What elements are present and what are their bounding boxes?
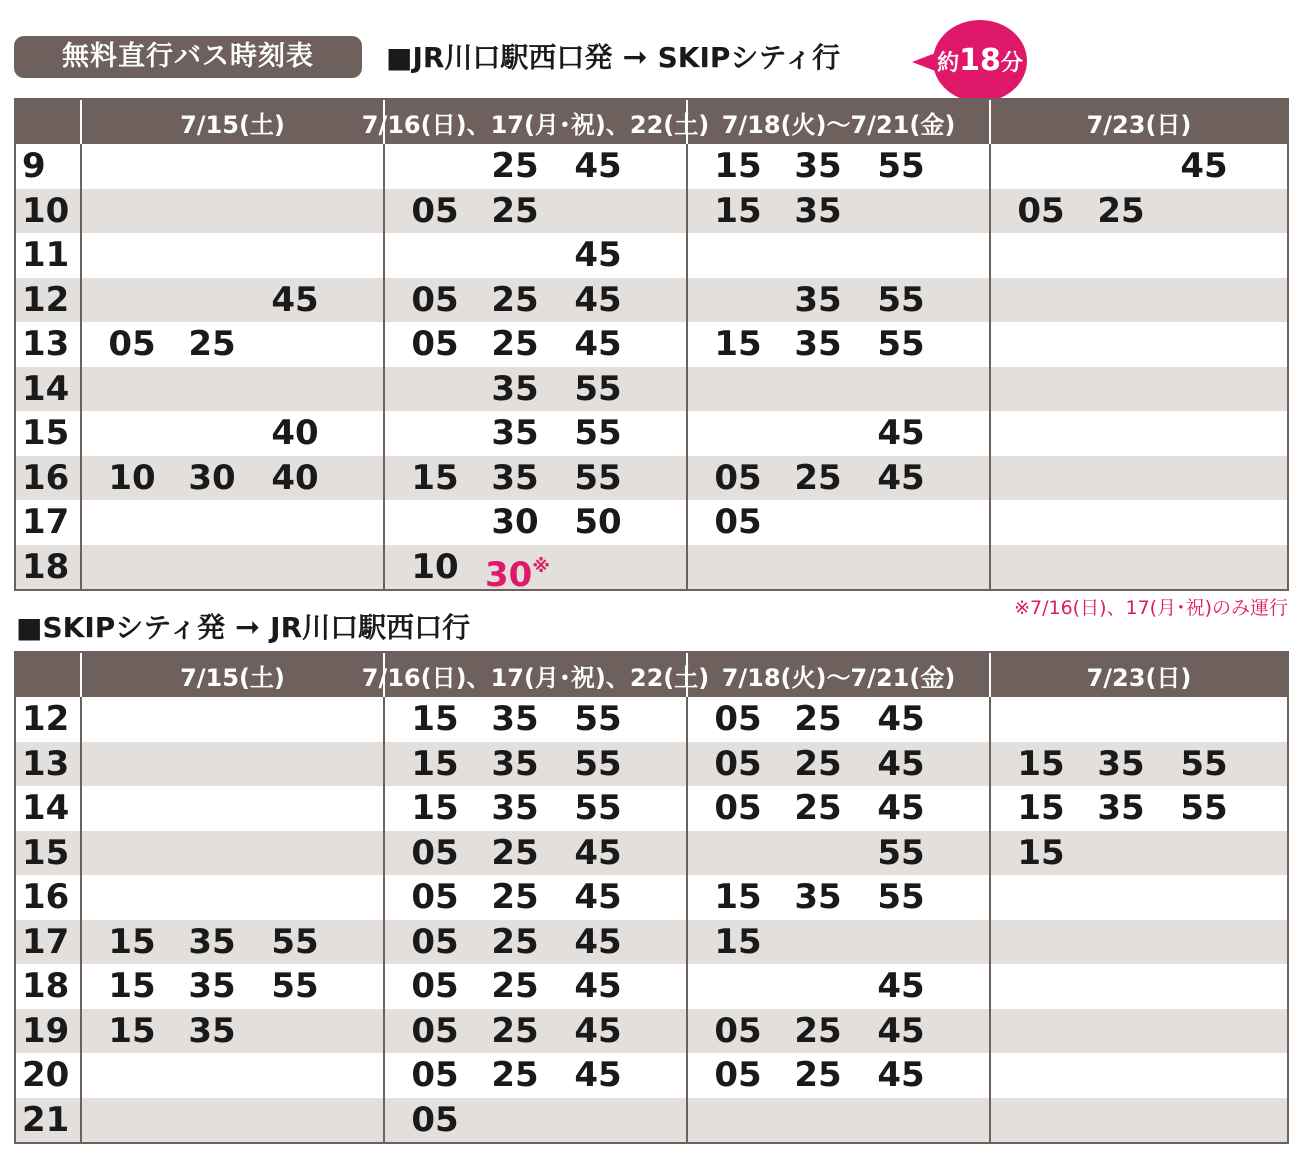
table-row	[16, 697, 1287, 742]
time-cell	[383, 831, 686, 876]
hour-cell: 13	[22, 743, 70, 784]
departure-minute: 25	[491, 324, 539, 364]
hour-cell: 12	[22, 699, 70, 739]
time-cell	[383, 875, 686, 920]
time-cell	[686, 278, 989, 323]
hour-header	[16, 100, 80, 144]
departure-minute: 45	[574, 1055, 622, 1095]
time-cell	[989, 875, 1287, 920]
time-cell	[383, 545, 686, 595]
hour-cell: 14	[22, 368, 70, 409]
time-cell	[383, 964, 686, 1009]
time-cell	[383, 1098, 686, 1143]
time-cell	[989, 742, 1287, 787]
time-cell	[80, 1053, 383, 1098]
hour-cell: 15	[22, 413, 70, 453]
time-cell	[989, 786, 1287, 831]
departure-minute: 25	[1097, 190, 1145, 231]
hour-cell: 15	[22, 832, 70, 873]
departure-minute: 30※	[485, 554, 550, 595]
time-cell	[686, 875, 989, 920]
departure-minute: 35	[491, 457, 539, 498]
departure-minute: 05	[411, 966, 459, 1006]
departure-minute: 15	[411, 788, 459, 828]
departure-minute: 10	[108, 457, 156, 498]
arrow-right-icon: ➞	[235, 610, 261, 645]
hour-header	[16, 653, 80, 697]
time-cell	[989, 920, 1287, 965]
table-row	[16, 367, 1287, 412]
time-cell	[383, 189, 686, 234]
time-cell	[383, 233, 686, 278]
departure-minute: 45	[877, 699, 925, 739]
departure-minute: 05	[714, 457, 762, 498]
time-cell	[686, 1053, 989, 1098]
time-cell	[383, 742, 686, 787]
departure-minute: 35	[491, 413, 539, 453]
departure-minute: 25	[188, 324, 236, 364]
departure-minute: 10	[411, 546, 459, 587]
hour-cell: 20	[22, 1055, 70, 1095]
duration-prefix: 約	[937, 51, 960, 76]
time-cell	[80, 233, 383, 278]
table-row	[16, 1098, 1287, 1143]
hour-cell: 13	[22, 324, 70, 364]
departure-minute: 25	[794, 1010, 842, 1051]
departure-minute: 05	[411, 832, 459, 873]
table-row	[16, 144, 1287, 189]
departure-minute: 25	[491, 190, 539, 231]
departure-minute: 05	[411, 1010, 459, 1051]
departure-minute: 45	[271, 279, 319, 320]
departure-minute: 05	[1017, 190, 1065, 231]
column-header: 7/15(土)	[80, 653, 383, 697]
hour-cell: 9	[22, 146, 46, 186]
time-cell	[80, 786, 383, 831]
time-cell	[686, 500, 989, 545]
hour-cell: 19	[22, 1010, 70, 1051]
time-cell	[686, 920, 989, 965]
departure-minute: 55	[574, 788, 622, 828]
time-cell	[383, 697, 686, 742]
time-cell	[989, 322, 1287, 367]
departure-minute: 25	[491, 146, 539, 186]
time-cell	[686, 697, 989, 742]
column-header: 7/16(日)、17(月･祝)、22(土)	[383, 100, 686, 144]
departure-minute: 05	[411, 921, 459, 962]
time-cell	[686, 233, 989, 278]
time-cell	[383, 920, 686, 965]
departure-minute: 35	[1097, 743, 1145, 784]
departure-minute: 55	[877, 146, 925, 186]
time-cell	[80, 742, 383, 787]
departure-minute: 30	[491, 502, 539, 542]
duration-number: 18	[959, 43, 1001, 78]
departure-minute: 05	[714, 1010, 762, 1051]
time-cell	[686, 1009, 989, 1054]
departure-minute: 25	[794, 743, 842, 784]
departure-minute: 25	[491, 279, 539, 320]
departure-minute: 45	[877, 1010, 925, 1051]
departure-minute: 35	[188, 1010, 236, 1051]
column-header: 7/18(火)〜7/21(金)	[686, 100, 989, 144]
departure-minute: 25	[794, 788, 842, 828]
timetable-outbound	[14, 98, 1289, 595]
route-origin: ■SKIPシティ発	[16, 611, 226, 644]
departure-minute: 25	[491, 832, 539, 873]
time-cell	[80, 144, 383, 189]
time-cell	[686, 786, 989, 831]
departure-minute: 35	[188, 966, 236, 1006]
timetable-return	[14, 651, 1289, 1144]
departure-minute: 35	[491, 368, 539, 409]
time-cell	[80, 367, 383, 412]
hour-cell: 11	[22, 235, 70, 275]
departure-minute: 55	[271, 966, 319, 1006]
departure-minute: 55	[877, 832, 925, 873]
time-cell	[383, 786, 686, 831]
column-header: 7/23(日)	[989, 653, 1287, 697]
departure-minute: 15	[714, 877, 762, 917]
time-cell	[686, 144, 989, 189]
departure-minute: 55	[1180, 743, 1228, 784]
hour-cell: 16	[22, 877, 70, 917]
hour-cell: 17	[22, 921, 70, 962]
time-cell	[989, 411, 1287, 456]
table-row	[16, 189, 1287, 234]
departure-minute: 45	[574, 877, 622, 917]
time-cell	[383, 411, 686, 456]
table-row	[16, 322, 1287, 367]
route-destination: SKIPシティ行	[657, 41, 841, 74]
departure-minute: 55	[877, 877, 925, 917]
time-cell	[80, 831, 383, 876]
time-cell	[989, 367, 1287, 412]
departure-minute: 45	[574, 1010, 622, 1051]
time-cell	[686, 411, 989, 456]
hour-cell: 18	[22, 966, 70, 1006]
hour-cell: 21	[22, 1099, 70, 1140]
departure-minute: 15	[108, 1010, 156, 1051]
departure-minute: 25	[794, 457, 842, 498]
column-header: 7/18(火)〜7/21(金)	[686, 653, 989, 697]
departure-minute: 25	[794, 699, 842, 739]
column-header: 7/16(日)、17(月･祝)、22(土)	[383, 653, 686, 697]
time-cell	[686, 545, 989, 590]
departure-minute: 55	[271, 921, 319, 962]
footnote-mark: ※	[532, 555, 550, 577]
time-cell	[383, 322, 686, 367]
time-cell	[989, 456, 1287, 501]
time-cell	[686, 742, 989, 787]
departure-minute: 45	[574, 146, 622, 186]
table-row	[16, 875, 1287, 920]
time-cell	[989, 697, 1287, 742]
departure-minute: 55	[574, 457, 622, 498]
time-cell	[383, 1053, 686, 1098]
time-cell	[80, 964, 383, 1009]
departure-minute: 45	[877, 457, 925, 498]
table-row	[16, 456, 1287, 501]
departure-minute: 35	[491, 743, 539, 784]
hour-cell: 10	[22, 190, 70, 231]
departure-minute: 35	[188, 921, 236, 962]
departure-minute: 45	[574, 235, 622, 275]
time-cell	[383, 500, 686, 545]
time-cell	[80, 500, 383, 545]
departure-minute: 05	[714, 1055, 762, 1095]
route-title-return	[16, 608, 470, 648]
departure-minute: 25	[491, 966, 539, 1006]
departure-minute: 35	[491, 699, 539, 739]
departure-minute: 40	[271, 457, 319, 498]
time-cell	[80, 278, 383, 323]
time-cell	[383, 144, 686, 189]
departure-minute: 05	[411, 1099, 459, 1140]
hour-cell: 12	[22, 279, 70, 320]
departure-minute: 15	[1017, 832, 1065, 873]
departure-minute: 45	[877, 743, 925, 784]
time-cell	[989, 1009, 1287, 1054]
departure-minute: 45	[574, 966, 622, 1006]
time-cell	[383, 1009, 686, 1054]
departure-minute: 45	[574, 279, 622, 320]
departure-minute: 15	[714, 324, 762, 364]
departure-minute: 15	[714, 190, 762, 231]
departure-minute: 15	[714, 921, 762, 962]
departure-minute: 15	[1017, 743, 1065, 784]
column-header: 7/23(日)	[989, 100, 1287, 144]
departure-minute: 35	[794, 324, 842, 364]
departure-minute: 05	[411, 1055, 459, 1095]
departure-minute: 55	[574, 368, 622, 409]
time-cell	[80, 875, 383, 920]
departure-minute: 05	[714, 788, 762, 828]
departure-minute: 25	[491, 1010, 539, 1051]
departure-minute: 45	[574, 921, 622, 962]
departure-minute: 15	[1017, 788, 1065, 828]
departure-minute: 45	[574, 832, 622, 873]
departure-minute: 40	[271, 413, 319, 453]
time-cell	[686, 964, 989, 1009]
time-cell	[80, 322, 383, 367]
time-cell	[80, 920, 383, 965]
table-row	[16, 1053, 1287, 1098]
departure-minute: 25	[491, 921, 539, 962]
time-cell	[686, 189, 989, 234]
departure-minute: 30	[188, 457, 236, 498]
time-cell	[80, 456, 383, 501]
table-row	[16, 411, 1287, 456]
time-cell	[80, 411, 383, 456]
time-cell	[989, 1098, 1287, 1143]
time-cell	[80, 1009, 383, 1054]
footnote: ※7/16(日)、17(月･祝)のみ運行	[1014, 597, 1288, 619]
departure-minute: 45	[1180, 146, 1228, 186]
departure-minute: 45	[877, 1055, 925, 1095]
time-cell	[383, 456, 686, 501]
departure-minute: 15	[714, 146, 762, 186]
departure-minute: 05	[714, 743, 762, 784]
route-destination: JR川口駅西口行	[270, 611, 471, 644]
hour-cell: 17	[22, 502, 70, 542]
departure-minute: 15	[411, 699, 459, 739]
departure-minute: 45	[877, 788, 925, 828]
table-row	[16, 1009, 1287, 1054]
time-cell	[989, 1053, 1287, 1098]
arrow-right-icon: ➞	[622, 40, 648, 75]
departure-minute: 05	[714, 502, 762, 542]
time-cell	[989, 500, 1287, 545]
time-cell	[989, 144, 1287, 189]
time-cell	[989, 964, 1287, 1009]
departure-minute: 55	[574, 699, 622, 739]
departure-minute: 25	[794, 1055, 842, 1095]
table-row	[16, 786, 1287, 831]
time-cell	[80, 545, 383, 590]
time-cell	[80, 697, 383, 742]
table-row	[16, 545, 1287, 595]
departure-minute: 55	[574, 413, 622, 453]
hour-cell: 18	[22, 546, 70, 587]
departure-minute: 05	[411, 279, 459, 320]
time-cell	[686, 322, 989, 367]
departure-minute: 35	[794, 190, 842, 231]
column-header-row	[16, 100, 1287, 144]
departure-minute: 55	[574, 743, 622, 784]
departure-minute: 05	[411, 324, 459, 364]
departure-minute: 05	[411, 877, 459, 917]
route-origin: ■JR川口駅西口発	[386, 41, 613, 74]
departure-minute: 15	[411, 743, 459, 784]
time-cell	[686, 367, 989, 412]
time-cell	[80, 189, 383, 234]
table-row	[16, 964, 1287, 1009]
departure-minute: 05	[108, 324, 156, 364]
departure-minute: 05	[714, 699, 762, 739]
departure-minute: 45	[574, 324, 622, 364]
departure-minute: 25	[491, 1055, 539, 1095]
departure-minute: 35	[794, 279, 842, 320]
time-cell	[686, 456, 989, 501]
time-cell	[383, 367, 686, 412]
time-cell	[989, 278, 1287, 323]
time-cell	[989, 233, 1287, 278]
table-row	[16, 500, 1287, 545]
column-header-row	[16, 653, 1287, 697]
departure-minute: 15	[411, 457, 459, 498]
departure-minute: 25	[491, 877, 539, 917]
hour-cell: 16	[22, 457, 70, 498]
departure-minute: 15	[108, 921, 156, 962]
departure-minute: 55	[1180, 788, 1228, 828]
departure-minute: 15	[108, 966, 156, 1006]
departure-minute: 35	[794, 146, 842, 186]
departure-minute: 45	[877, 413, 925, 453]
table-row	[16, 920, 1287, 965]
departure-minute: 05	[411, 190, 459, 231]
departure-minute: 35	[794, 877, 842, 917]
time-cell	[686, 831, 989, 876]
departure-minute: 35	[491, 788, 539, 828]
hour-cell: 14	[22, 788, 70, 828]
time-cell	[989, 189, 1287, 234]
table-row	[16, 742, 1287, 787]
departure-minute: 55	[877, 279, 925, 320]
time-cell	[989, 545, 1287, 590]
duration-unit: 分	[1000, 51, 1023, 76]
time-cell	[80, 1098, 383, 1143]
departure-minute: 50	[574, 502, 622, 542]
title-badge: 無料直行バス時刻表	[14, 36, 362, 78]
table-row	[16, 831, 1287, 876]
departure-minute: 35	[1097, 788, 1145, 828]
table-row	[16, 278, 1287, 323]
column-header: 7/15(土)	[80, 100, 383, 144]
time-cell	[989, 831, 1287, 876]
route-title-outbound	[386, 38, 840, 78]
departure-minute: 45	[877, 966, 925, 1006]
table-row	[16, 233, 1287, 278]
duration-bubble	[933, 20, 1027, 102]
departure-minute: 55	[877, 324, 925, 364]
time-cell	[686, 1098, 989, 1143]
time-cell	[383, 278, 686, 323]
